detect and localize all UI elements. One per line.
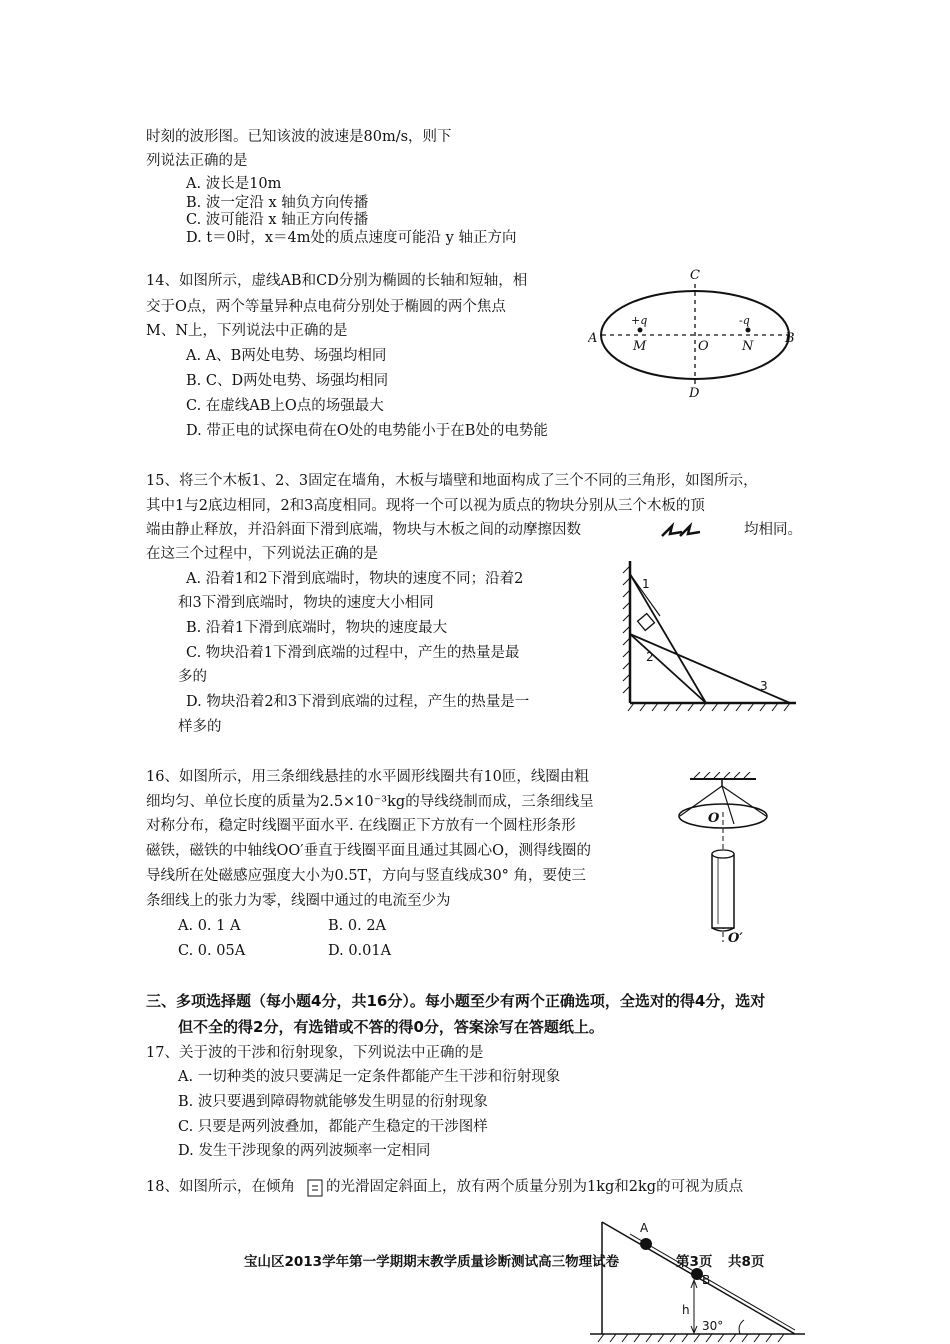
q15-option-d-line-1: D. 物块沿着2和3下滑到底端的过程，产生的热量是一 [186,694,530,710]
q16-stem-line-4: 磁铁，磁铁的中轴线OO′垂直于线圈平面且通过其圆心O，测得线圈的 [146,843,591,859]
incline-slope-inner [630,1234,795,1330]
section-3-heading-line-2: 但不全的得2分，有选错或不答的得0分，答案涂写在答题纸上。 [178,1018,604,1036]
q17-stem: 17、关于波的干涉和衍射现象，下列说法中正确的是 [146,1045,484,1061]
q13-option-a: A. 波长是10m [186,176,282,192]
q15-option-c-line-1: C. 物块沿着1下滑到底端的过程中，产生的热量是最 [186,645,520,661]
thread-right [722,786,766,816]
q18-incline-figure [590,1212,810,1344]
q16-option-d: D. 0.01A [328,943,392,959]
label-angle: 30° [702,1319,724,1333]
q17-option-b: B. 波只要遇到障碍物就能够发生明显的衍射现象 [178,1094,488,1110]
footer-total: 共8页 [728,1254,765,1270]
q14-option-b: B. C、D两处电势、场强均相同 [186,373,389,389]
q13-stem-line-2: 列说法正确的是 [146,153,248,169]
q14-stem-line-1: 14、如图所示，虚线AB和CD分别为椭圆的长轴和短轴，相 [146,273,528,289]
q14-option-a: A. A、B两处电势、场强均相同 [186,348,387,364]
q14-option-c: C. 在虚线AB上O点的场强最大 [186,398,384,414]
q14-ellipse-figure [588,262,800,402]
theta-placeholder-icon [306,1178,324,1198]
footer-title: 宝山区2013学年第一学期期末教学质量诊断测试高三物理试卷 [244,1254,620,1270]
board-1-label: 1 [642,577,650,591]
q15-stem-line-3a: 端由静止释放，并沿斜面下滑到底端，物块与木板之间的动摩擦因数 [146,522,581,538]
q14-stem-line-2: 交于O点，两个等量异种点电荷分别处于椭圆的两个焦点 [146,299,506,315]
q16-option-a: A. 0. 1 A [178,918,241,934]
q15-boards-figure [620,556,800,716]
label-c: C [690,268,700,283]
mu-symbol-icon [658,522,706,538]
q17-option-c: C. 只要是两列波叠加，都能产生稳定的干涉图样 [178,1119,488,1135]
label-o-prime: O′ [728,931,743,946]
label-a: A [640,1221,649,1235]
q15-option-a-line-2: 和3下滑到底端时，物块的速度大小相同 [178,595,434,611]
board-2 [630,634,706,703]
q16-stem-line-3: 对称分布，稳定时线圈平面水平. 在线圈正下方放有一个圆柱形条形 [146,818,576,834]
q15-option-d-line-2: 样多的 [178,719,222,735]
q16-stem-line-2: 细均匀、单位长度的质量为2.5×10⁻³kg的导线绕制而成，三条细线呈 [146,794,594,810]
q17-option-d: D. 发生干涉现象的两列波频率一定相同 [178,1143,431,1159]
q16-option-b: B. 0. 2A [328,918,387,934]
label-a: A [588,331,598,346]
q16-stem-line-6: 条细线上的张力为零，线圈中通过的电流至少为 [146,893,451,909]
footer-page: 第3页 [676,1254,713,1270]
q15-option-c-line-2: 多的 [178,669,207,685]
label-o: O [698,339,709,354]
label-b: B [702,1273,711,1287]
charge-n-dot [746,328,751,333]
label-h: h [682,1303,690,1317]
q15-stem-line-1: 15、将三个木板1、2、3固定在墙角，木板与墙壁和地面构成了三个不同的三角形，如图所示， [146,473,758,489]
label-minus-q: -q [739,314,750,327]
bar-magnet [712,854,734,928]
block [638,614,655,631]
q15-option-a-line-1: A. 沿着1和2下滑到底端时，物块的速度不同；沿着2 [186,571,524,587]
label-n: N [742,339,754,354]
q16-coil-magnet-figure [674,772,774,946]
q16-option-c: C. 0. 05A [178,943,246,959]
angle-arc [739,1320,744,1334]
q16-stem-line-5: 导线所在处磁感应强度大小为0.5T，方向与竖直线成30° 角，要使三 [146,868,587,884]
label-b: B [785,331,795,346]
q14-option-d: D. 带正电的试探电荷在O处的电势能小于在B处的电势能 [186,423,548,439]
q13-option-b: B. 波一定沿 x 轴负方向传播 [186,195,369,211]
q13-option-c: C. 波可能沿 x 轴正方向传播 [186,212,369,228]
q13-stem-line-1: 时刻的波形图。已知该波的波速是80m/s，则下 [146,129,452,145]
q13-option-d: D. t＝0时，x＝4m处的质点速度可能沿 y 轴正方向 [186,230,517,246]
ball-a [640,1238,652,1250]
label-m: M [633,339,647,354]
q15-option-b: B. 沿着1下滑到底端时，物块的速度最大 [186,620,448,636]
label-d: D [689,386,700,401]
q15-stem-line-4: 在这三个过程中，下列说法正确的是 [146,546,378,562]
label-plus-q: +q [631,314,648,327]
label-o: O [708,811,720,826]
q14-stem-line-3: M、N上，下列说法中正确的是 [146,323,348,339]
section-3-heading-line-1: 三、多项选择题（每小题4分，共16分）。每小题至少有两个正确选项，全选对的得4分，选对 [146,992,766,1010]
q15-stem-line-2: 其中1与2底边相同，2和3高度相同。现将一个可以视为质点的物块分别从三个木板的顶 [146,498,705,514]
board-2-label: 2 [646,650,654,664]
q18-stem-a: 18、如图所示，在倾角 [146,1179,295,1195]
q15-stem-line-3b: 均相同。 [744,522,802,538]
charge-m-dot [638,328,643,333]
q18-stem-b: 的光滑固定斜面上，放有两个质量分别为1kg和2kg的可视为质点 [326,1179,744,1195]
q16-stem-line-1: 16、如图所示，用三条细线悬挂的水平圆形线圈共有10匝，线圈由粗 [146,769,589,785]
board-3-label: 3 [760,679,768,693]
q17-option-a: A. 一切种类的波只要满足一定条件都能产生干涉和衍射现象 [178,1069,561,1085]
